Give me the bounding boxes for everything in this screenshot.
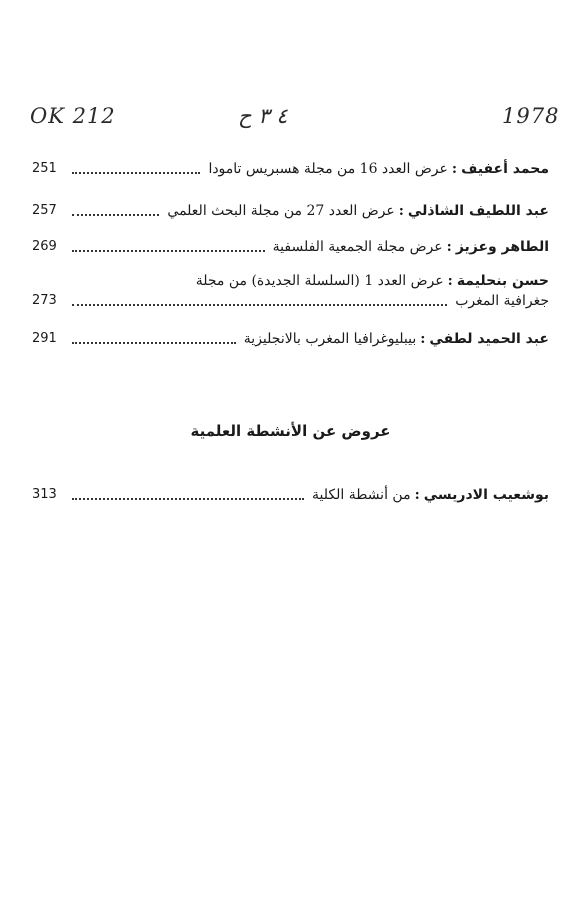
author-name: حسن بنحليمة bbox=[456, 273, 549, 289]
handwritten-call-number: OK 212 bbox=[30, 104, 116, 128]
dot-leader bbox=[72, 212, 159, 216]
dot-leader bbox=[72, 340, 236, 344]
page-number: 291 bbox=[32, 331, 57, 346]
page-number: 257 bbox=[32, 203, 57, 218]
entry-text bbox=[244, 330, 549, 348]
entry-text bbox=[312, 486, 549, 504]
separator: : bbox=[451, 161, 458, 177]
entry-continuation bbox=[32, 292, 549, 310]
toc-entry[interactable] bbox=[32, 330, 549, 348]
dot-leader bbox=[72, 248, 265, 252]
separator: : bbox=[398, 203, 404, 219]
dot-leader bbox=[72, 302, 447, 306]
author-name: محمد أعفيف bbox=[461, 161, 549, 177]
separator: : bbox=[447, 273, 453, 289]
entry-title: من أنشطة الكلية bbox=[312, 487, 411, 503]
author-name: عبد اللطيف الشاذلي bbox=[407, 203, 549, 219]
dot-leader bbox=[72, 496, 304, 500]
dot-leader bbox=[72, 170, 200, 174]
entry-title: عرض العدد 16 من مجلة هسبريس تامودا bbox=[208, 161, 448, 177]
entry-title: عرض مجلة الجمعية الفلسفية bbox=[272, 239, 443, 255]
separator: : bbox=[446, 239, 452, 255]
handwritten-year: 1978 bbox=[502, 104, 560, 128]
page-number: 313 bbox=[32, 487, 57, 502]
handwritten-shelf-mark: ٤ ٣ ح bbox=[238, 104, 288, 128]
author-name: بوشعيب الادريسي bbox=[423, 487, 549, 503]
entry-title: عرض العدد 27 من مجلة البحث العلمي bbox=[167, 203, 395, 219]
author-name: عبد الحميد لطفي bbox=[429, 331, 549, 347]
entry-title-continued: جغرافية المغرب bbox=[455, 293, 549, 309]
author-name: الطاهر وعزيز bbox=[455, 239, 549, 255]
entry-text bbox=[208, 160, 549, 178]
toc-entry[interactable] bbox=[32, 238, 549, 256]
section-heading: عروض عن الأنشطة العلمية bbox=[190, 422, 391, 440]
toc-entry[interactable] bbox=[32, 202, 549, 220]
entry-title: عرض العدد 1 (السلسلة الجديدة) من مجلة bbox=[195, 273, 444, 289]
separator: : bbox=[414, 487, 420, 503]
toc-entry[interactable] bbox=[32, 272, 549, 310]
page-number: 269 bbox=[32, 239, 57, 254]
entry-text bbox=[167, 202, 549, 220]
toc-entry[interactable] bbox=[32, 160, 549, 178]
page-number: 273 bbox=[32, 293, 57, 308]
toc-entry[interactable] bbox=[32, 486, 549, 504]
entry-text bbox=[32, 272, 549, 290]
entry-text bbox=[273, 238, 549, 256]
separator: : bbox=[420, 331, 426, 347]
page-number: 251 bbox=[32, 161, 57, 176]
entry-title: بيبليوغرافيا المغرب بالانجليزية bbox=[243, 331, 417, 347]
